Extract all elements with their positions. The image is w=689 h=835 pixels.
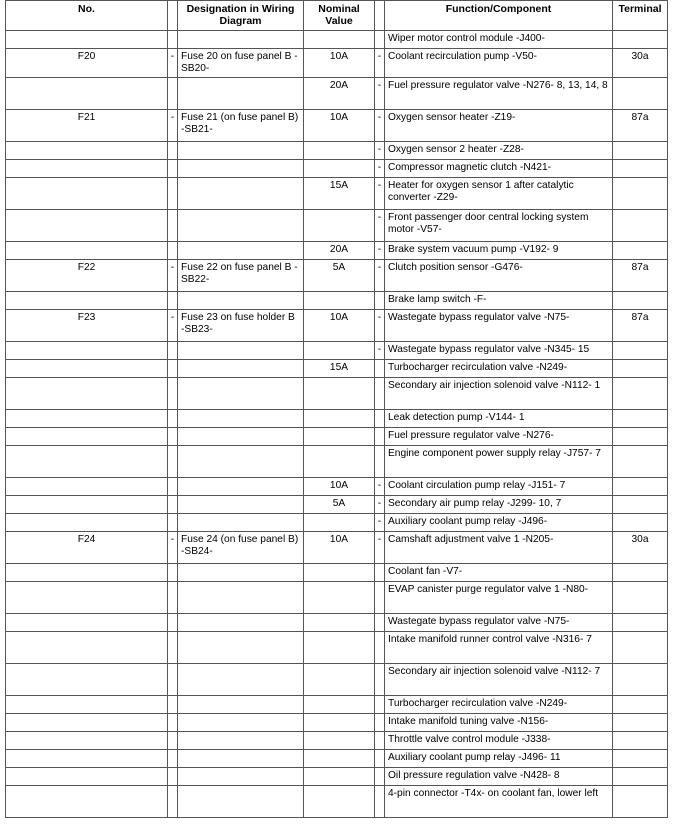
table-row xyxy=(6,342,668,360)
fuse-number xyxy=(6,714,168,732)
table-row xyxy=(6,496,668,514)
dash-cell: - xyxy=(375,160,385,178)
designation-cell xyxy=(178,210,304,242)
nominal-value-cell: 5A xyxy=(304,496,375,514)
header-dash-1 xyxy=(168,1,178,31)
nominal-value-cell: 15A xyxy=(304,360,375,378)
table-row xyxy=(6,360,668,378)
dash-cell xyxy=(375,732,385,750)
fuse-number xyxy=(6,614,168,632)
header-no: No. xyxy=(6,1,168,31)
nominal-value-cell xyxy=(304,696,375,714)
fuse-number xyxy=(6,142,168,160)
dash-cell xyxy=(168,410,178,428)
dash-cell xyxy=(375,786,385,818)
designation-cell xyxy=(178,178,304,210)
dash-cell: - xyxy=(375,514,385,532)
designation-cell xyxy=(178,292,304,310)
dash-cell xyxy=(375,360,385,378)
fuse-number xyxy=(6,292,168,310)
dash-cell xyxy=(168,514,178,532)
table-row xyxy=(6,178,668,210)
table-row xyxy=(6,446,668,478)
dash-cell: - xyxy=(168,310,178,342)
table-row xyxy=(6,428,668,446)
dash-cell: - xyxy=(375,210,385,242)
fuse-number xyxy=(6,242,168,260)
fuse-number xyxy=(6,360,168,378)
fuse-number: F20 xyxy=(6,49,168,78)
terminal-cell: 30a xyxy=(613,532,668,564)
designation-cell xyxy=(178,31,304,49)
dash-cell xyxy=(168,31,178,49)
table-row xyxy=(6,768,668,786)
dash-cell: - xyxy=(168,260,178,292)
table-row xyxy=(6,310,668,342)
dash-cell xyxy=(168,242,178,260)
table-row xyxy=(6,664,668,696)
dash-cell xyxy=(168,786,178,818)
fuse-number xyxy=(6,342,168,360)
designation-cell xyxy=(178,446,304,478)
table-row xyxy=(6,732,668,750)
function-cell: Wastegate bypass regulator valve -N75- xyxy=(385,614,613,632)
designation-cell xyxy=(178,664,304,696)
function-cell: Throttle valve control module -J338- xyxy=(385,732,613,750)
fuse-number: F22 xyxy=(6,260,168,292)
table-row xyxy=(6,292,668,310)
designation-cell xyxy=(178,786,304,818)
dash-cell xyxy=(375,750,385,768)
dash-cell xyxy=(168,446,178,478)
nominal-value-cell xyxy=(304,142,375,160)
dash-cell xyxy=(375,378,385,410)
dash-cell xyxy=(168,210,178,242)
dash-cell: - xyxy=(168,49,178,78)
dash-cell: - xyxy=(375,478,385,496)
table-row xyxy=(6,160,668,178)
dash-cell xyxy=(168,714,178,732)
table-row xyxy=(6,378,668,410)
dash-cell xyxy=(375,632,385,664)
terminal-cell xyxy=(613,410,668,428)
table-row xyxy=(6,260,668,292)
nominal-value-cell: 15A xyxy=(304,178,375,210)
dash-cell xyxy=(168,632,178,664)
function-cell: Oil pressure regulation valve -N428- 8 xyxy=(385,768,613,786)
table-row xyxy=(6,478,668,496)
nominal-value-cell xyxy=(304,514,375,532)
designation-cell: Fuse 22 on fuse panel B -SB22- xyxy=(178,260,304,292)
nominal-value-cell xyxy=(304,714,375,732)
terminal-cell xyxy=(613,178,668,210)
nominal-value-cell xyxy=(304,582,375,614)
dash-cell: - xyxy=(375,496,385,514)
dash-cell: - xyxy=(375,532,385,564)
dash-cell xyxy=(168,478,178,496)
header-terminal: Terminal xyxy=(613,1,668,31)
designation-cell xyxy=(178,478,304,496)
fuse-number xyxy=(6,514,168,532)
nominal-value-cell xyxy=(304,292,375,310)
function-cell: 4-pin connector -T4x- on coolant fan, lower left xyxy=(385,786,613,818)
function-cell: Fuel pressure regulator valve -N276- xyxy=(385,428,613,446)
dash-cell: - xyxy=(168,110,178,142)
dash-cell xyxy=(168,78,178,110)
dash-cell xyxy=(168,292,178,310)
dash-cell xyxy=(375,292,385,310)
function-cell: Intake manifold tuning valve -N156- xyxy=(385,714,613,732)
terminal-cell xyxy=(613,496,668,514)
terminal-cell xyxy=(613,446,668,478)
function-cell: Camshaft adjustment valve 1 -N205- xyxy=(385,532,613,564)
function-cell: Oxygen sensor heater -Z19- xyxy=(385,110,613,142)
fuse-number xyxy=(6,178,168,210)
nominal-value-cell: 20A xyxy=(304,78,375,110)
nominal-value-cell xyxy=(304,750,375,768)
fuse-number xyxy=(6,750,168,768)
designation-cell xyxy=(178,750,304,768)
table-header xyxy=(6,1,668,31)
table-row xyxy=(6,632,668,664)
dash-cell xyxy=(168,582,178,614)
designation-cell xyxy=(178,410,304,428)
dash-cell: - xyxy=(375,142,385,160)
table-row xyxy=(6,696,668,714)
designation-cell xyxy=(178,732,304,750)
designation-cell xyxy=(178,564,304,582)
designation-cell xyxy=(178,714,304,732)
nominal-value-cell: 10A xyxy=(304,310,375,342)
dash-cell xyxy=(168,696,178,714)
fuse-number xyxy=(6,768,168,786)
fuse-number: F21 xyxy=(6,110,168,142)
terminal-cell xyxy=(613,768,668,786)
nominal-value-cell xyxy=(304,210,375,242)
table-row xyxy=(6,142,668,160)
fuse-number xyxy=(6,446,168,478)
nominal-value-cell xyxy=(304,614,375,632)
terminal-cell xyxy=(613,514,668,532)
dash-cell xyxy=(375,31,385,49)
designation-cell xyxy=(178,632,304,664)
designation-cell xyxy=(178,378,304,410)
designation-cell: Fuse 21 (on fuse panel B) -SB21- xyxy=(178,110,304,142)
nominal-value-cell xyxy=(304,786,375,818)
fuse-table xyxy=(5,0,668,818)
terminal-cell xyxy=(613,714,668,732)
dash-cell xyxy=(168,768,178,786)
dash-cell xyxy=(168,564,178,582)
designation-cell: Fuse 20 on fuse panel B -SB20- xyxy=(178,49,304,78)
dash-cell xyxy=(168,428,178,446)
terminal-cell: 87a xyxy=(613,310,668,342)
terminal-cell xyxy=(613,696,668,714)
dash-cell xyxy=(168,160,178,178)
dash-cell xyxy=(375,410,385,428)
dash-cell xyxy=(375,664,385,696)
terminal-cell xyxy=(613,31,668,49)
terminal-cell xyxy=(613,582,668,614)
table-row xyxy=(6,210,668,242)
fuse-number xyxy=(6,428,168,446)
function-cell: Secondary air injection solenoid valve -N112- 7 xyxy=(385,664,613,696)
function-cell: Turbocharger recirculation valve -N249- xyxy=(385,696,613,714)
function-cell: Coolant circulation pump relay -J151- 7 xyxy=(385,478,613,496)
table-row xyxy=(6,78,668,110)
designation-cell xyxy=(178,696,304,714)
designation-cell xyxy=(178,496,304,514)
table-row xyxy=(6,582,668,614)
dash-cell xyxy=(375,714,385,732)
function-cell: Fuel pressure regulator valve -N276- 8, 13, 14, 8 xyxy=(385,78,613,110)
nominal-value-cell: 20A xyxy=(304,242,375,260)
dash-cell: - xyxy=(375,78,385,110)
designation-cell xyxy=(178,160,304,178)
fuse-number xyxy=(6,696,168,714)
function-cell: Oxygen sensor 2 heater -Z28- xyxy=(385,142,613,160)
designation-cell xyxy=(178,614,304,632)
terminal-cell xyxy=(613,360,668,378)
terminal-cell xyxy=(613,478,668,496)
function-cell: Coolant fan -V7- xyxy=(385,564,613,582)
function-cell: Brake system vacuum pump -V192- 9 xyxy=(385,242,613,260)
nominal-value-cell xyxy=(304,342,375,360)
fuse-number xyxy=(6,786,168,818)
terminal-cell xyxy=(613,78,668,110)
terminal-cell xyxy=(613,786,668,818)
nominal-value-cell: 10A xyxy=(304,478,375,496)
designation-cell: Fuse 24 (on fuse panel B) -SB24- xyxy=(178,532,304,564)
header-designation: Designation in Wiring Diagram xyxy=(178,1,304,31)
nominal-value-cell: 10A xyxy=(304,532,375,564)
fuse-number xyxy=(6,210,168,242)
dash-cell xyxy=(168,614,178,632)
table-row xyxy=(6,31,668,49)
fuse-number xyxy=(6,632,168,664)
terminal-cell xyxy=(613,750,668,768)
function-cell: Wastegate bypass regulator valve -N75- xyxy=(385,310,613,342)
designation-cell xyxy=(178,768,304,786)
dash-cell: - xyxy=(375,310,385,342)
dash-cell xyxy=(375,428,385,446)
dash-cell xyxy=(168,360,178,378)
nominal-value-cell xyxy=(304,632,375,664)
terminal-cell xyxy=(613,292,668,310)
table-row xyxy=(6,614,668,632)
dash-cell xyxy=(375,696,385,714)
nominal-value-cell xyxy=(304,768,375,786)
table-row xyxy=(6,532,668,564)
terminal-cell xyxy=(613,664,668,696)
nominal-value-cell xyxy=(304,378,375,410)
dash-cell: - xyxy=(375,178,385,210)
nominal-value-cell xyxy=(304,664,375,696)
fuse-number xyxy=(6,31,168,49)
dash-cell xyxy=(168,378,178,410)
table-row xyxy=(6,786,668,818)
terminal-cell: 87a xyxy=(613,110,668,142)
fuse-number: F23 xyxy=(6,310,168,342)
fuse-number xyxy=(6,78,168,110)
designation-cell xyxy=(178,514,304,532)
function-cell: Coolant recirculation pump -V50- xyxy=(385,49,613,78)
fuse-number xyxy=(6,410,168,428)
dash-cell: - xyxy=(375,242,385,260)
table-row xyxy=(6,242,668,260)
designation-cell xyxy=(178,582,304,614)
dash-cell xyxy=(168,142,178,160)
function-cell: Secondary air injection solenoid valve -N112- 1 xyxy=(385,378,613,410)
nominal-value-cell: 10A xyxy=(304,49,375,78)
function-cell: Leak detection pump -V144- 1 xyxy=(385,410,613,428)
nominal-value-cell: 10A xyxy=(304,110,375,142)
terminal-cell xyxy=(613,210,668,242)
function-cell: Engine component power supply relay -J757- 7 xyxy=(385,446,613,478)
dash-cell: - xyxy=(375,49,385,78)
function-cell: Turbocharger recirculation valve -N249- xyxy=(385,360,613,378)
function-cell: Auxiliary coolant pump relay -J496- xyxy=(385,514,613,532)
header-function: Function/Component xyxy=(385,1,613,31)
terminal-cell xyxy=(613,732,668,750)
terminal-cell xyxy=(613,142,668,160)
dash-cell xyxy=(168,342,178,360)
designation-cell: Fuse 23 on fuse holder B -SB23- xyxy=(178,310,304,342)
nominal-value-cell xyxy=(304,160,375,178)
fuse-number xyxy=(6,160,168,178)
terminal-cell xyxy=(613,614,668,632)
header-nominal-value: Nominal Value xyxy=(304,1,375,31)
dash-cell xyxy=(375,564,385,582)
function-cell: Clutch position sensor -G476- xyxy=(385,260,613,292)
table-row xyxy=(6,564,668,582)
dash-cell xyxy=(375,582,385,614)
table-row xyxy=(6,714,668,732)
designation-cell xyxy=(178,142,304,160)
designation-cell xyxy=(178,242,304,260)
fuse-number xyxy=(6,582,168,614)
terminal-cell xyxy=(613,160,668,178)
terminal-cell xyxy=(613,342,668,360)
designation-cell xyxy=(178,428,304,446)
nominal-value-cell xyxy=(304,410,375,428)
fuse-number xyxy=(6,664,168,696)
fuse-number xyxy=(6,732,168,750)
fuse-number xyxy=(6,564,168,582)
dash-cell xyxy=(375,614,385,632)
function-cell: Secondary air pump relay -J299- 10, 7 xyxy=(385,496,613,514)
dash-cell: - xyxy=(375,260,385,292)
terminal-cell xyxy=(613,242,668,260)
designation-cell xyxy=(178,360,304,378)
nominal-value-cell xyxy=(304,31,375,49)
table-row xyxy=(6,750,668,768)
dash-cell xyxy=(168,178,178,210)
table-row xyxy=(6,110,668,142)
header-dash-2 xyxy=(375,1,385,31)
nominal-value-cell xyxy=(304,564,375,582)
terminal-cell: 30a xyxy=(613,49,668,78)
fuse-number xyxy=(6,478,168,496)
designation-cell xyxy=(178,78,304,110)
function-cell: Brake lamp switch -F- xyxy=(385,292,613,310)
function-cell: Heater for oxygen sensor 1 after catalytic converter -Z29- xyxy=(385,178,613,210)
function-cell: Intake manifold runner control valve -N316- 7 xyxy=(385,632,613,664)
fuse-number xyxy=(6,496,168,514)
function-cell: Wastegate bypass regulator valve -N345- 15 xyxy=(385,342,613,360)
fuse-number xyxy=(6,378,168,410)
terminal-cell xyxy=(613,428,668,446)
function-cell: Compressor magnetic clutch -N421- xyxy=(385,160,613,178)
function-cell: EVAP canister purge regulator valve 1 -N80- xyxy=(385,582,613,614)
dash-cell xyxy=(375,446,385,478)
dash-cell xyxy=(168,732,178,750)
terminal-cell: 87a xyxy=(613,260,668,292)
function-cell: Auxiliary coolant pump relay -J496- 11 xyxy=(385,750,613,768)
nominal-value-cell xyxy=(304,428,375,446)
dash-cell: - xyxy=(375,342,385,360)
function-cell: Front passenger door central locking system motor -V57- xyxy=(385,210,613,242)
nominal-value-cell xyxy=(304,446,375,478)
terminal-cell xyxy=(613,564,668,582)
dash-cell xyxy=(375,768,385,786)
function-cell: Wiper motor control module -J400- xyxy=(385,31,613,49)
table-row xyxy=(6,514,668,532)
dash-cell: - xyxy=(375,110,385,142)
dash-cell xyxy=(168,750,178,768)
dash-cell: - xyxy=(168,532,178,564)
fuse-number: F24 xyxy=(6,532,168,564)
terminal-cell xyxy=(613,632,668,664)
designation-cell xyxy=(178,342,304,360)
dash-cell xyxy=(168,664,178,696)
table-row xyxy=(6,410,668,428)
nominal-value-cell: 5A xyxy=(304,260,375,292)
dash-cell xyxy=(168,496,178,514)
terminal-cell xyxy=(613,378,668,410)
nominal-value-cell xyxy=(304,732,375,750)
table-row xyxy=(6,49,668,78)
